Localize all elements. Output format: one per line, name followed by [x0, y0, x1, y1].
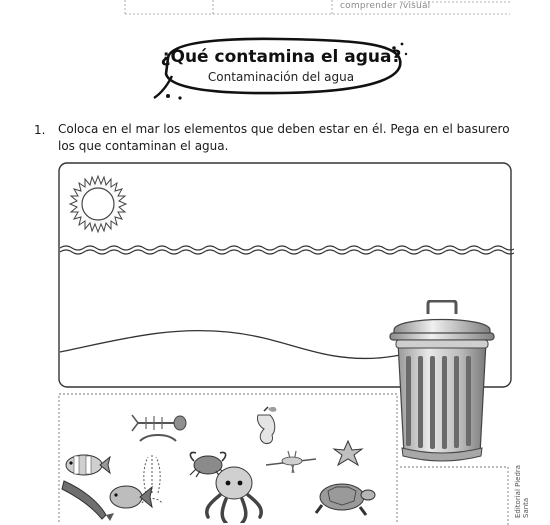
- octopus-icon[interactable]: [207, 467, 262, 523]
- activity-instruction: Coloca en el mar los elementos que deben estar en él. Pega en el basurero los que contaminan el agua.: [58, 122, 510, 153]
- header-band: [0, 0, 550, 18]
- skill-tags: comprender /visual: [340, 1, 431, 11]
- activity-number: 1.: [34, 123, 46, 137]
- dolphin-icon[interactable]: [62, 481, 114, 521]
- page-subtitle: Contaminación del agua: [207, 70, 355, 84]
- clownfish-icon[interactable]: [66, 455, 110, 475]
- fish-skeleton-icon[interactable]: [266, 451, 316, 473]
- fish-bone-icon[interactable]: [132, 415, 186, 441]
- turtle-icon[interactable]: [316, 484, 375, 515]
- fish-icon[interactable]: [110, 486, 152, 508]
- apple-core-icon[interactable]: [257, 407, 276, 444]
- sticker-panel: [58, 393, 398, 523]
- sticker-panel-right: [400, 465, 520, 525]
- page-title: ¿Qué contamina el agua?: [160, 47, 402, 67]
- publisher-credit: Editorial Piedra Santa: [514, 464, 530, 518]
- trash-can-icon[interactable]: [384, 300, 500, 468]
- starfish-icon[interactable]: [334, 441, 362, 465]
